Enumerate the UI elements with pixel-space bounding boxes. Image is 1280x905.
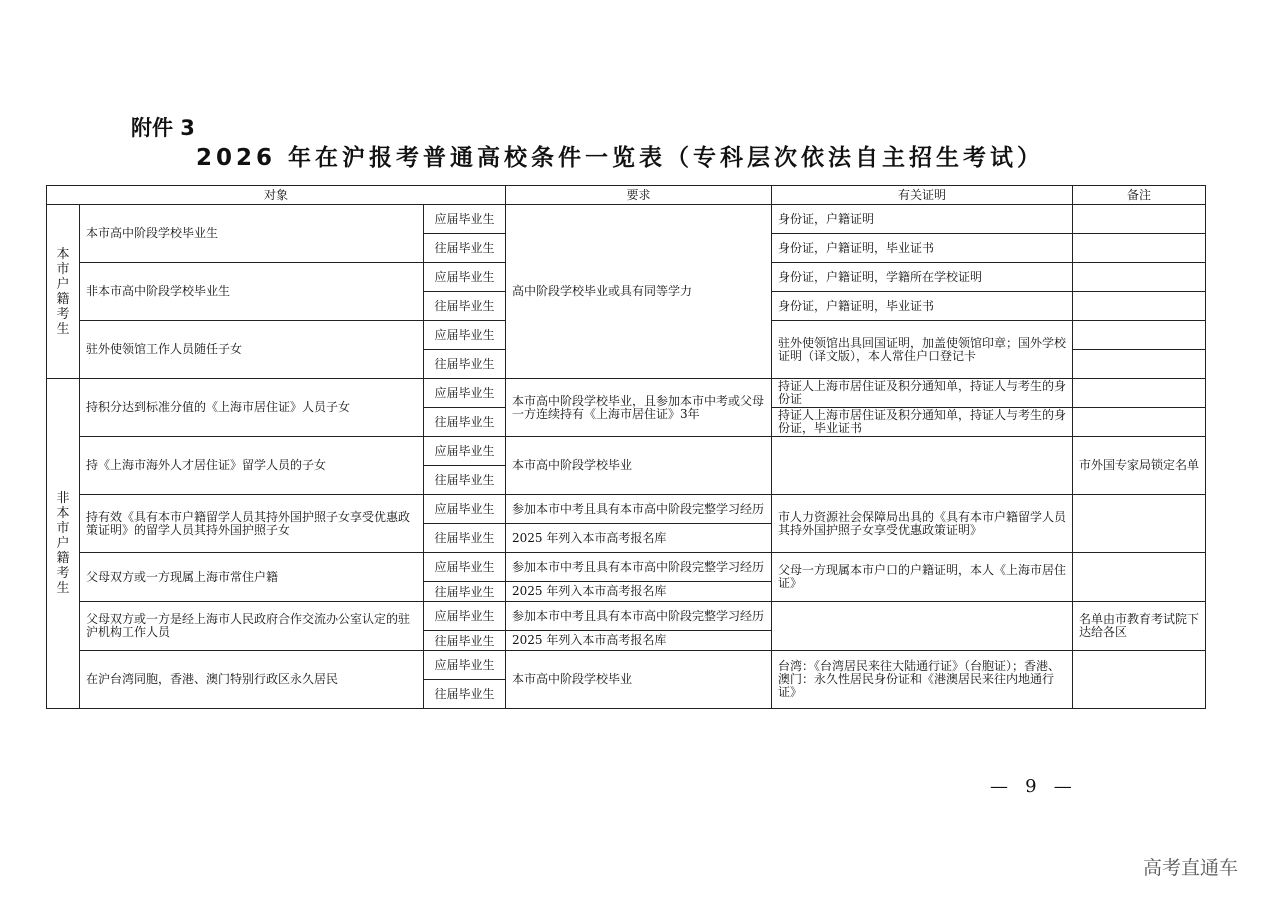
document-title: 2026 年在沪报考普通高校条件一览表（专科层次依法自主招生考试） — [195, 145, 1045, 171]
header-certificate: 有关证明 — [772, 186, 1073, 205]
certificate-cell: 驻外使领馆出具回国证明，加盖使领馆印章；国外学校证明（译文版），本人常住户口登记卡 — [772, 321, 1073, 379]
watermark: 高考直通车 — [1143, 857, 1239, 879]
status-cell: 应届毕业生 — [424, 602, 506, 631]
status-cell: 应届毕业生 — [424, 379, 506, 408]
remark-cell — [1073, 205, 1206, 234]
certificate-cell: 身份证，户籍证明，毕业证书 — [772, 292, 1073, 321]
header-object: 对象 — [47, 186, 506, 205]
object-cell: 持有效《具有本市户籍留学人员其持外国护照子女享受优惠政策证明》的留学人员其持外国护照子女 — [80, 495, 424, 553]
requirement-cell: 高中阶段学校毕业或具有同等学力 — [506, 205, 772, 379]
certificate-cell: 台湾：《台湾居民来往大陆通行证》（台胞证）；香港、澳门：永久性居民身份证和《港澳居民来往内地通行证》 — [772, 651, 1073, 709]
table-row — [47, 379, 1206, 408]
header-requirement: 要求 — [506, 186, 772, 205]
status-cell: 应届毕业生 — [424, 263, 506, 292]
remark-cell — [1073, 651, 1206, 709]
table-row — [47, 602, 1206, 631]
object-cell: 驻外使领馆工作人员随任子女 — [80, 321, 424, 379]
status-cell: 应届毕业生 — [424, 651, 506, 680]
object-cell: 父母双方或一方是经上海市人民政府合作交流办公室认定的驻沪机构工作人员 — [80, 602, 424, 651]
remark-cell — [1073, 350, 1206, 379]
certificate-cell: 身份证，户籍证明，毕业证书 — [772, 234, 1073, 263]
remark-cell — [1073, 321, 1206, 350]
table-row — [47, 553, 1206, 582]
table-row — [47, 495, 1206, 524]
status-cell: 往届毕业生 — [424, 292, 506, 321]
requirement-cell: 参加本市中考且具有本市高中阶段完整学习经历 — [506, 553, 772, 582]
object-cell: 父母双方或一方现属上海市常住户籍 — [80, 553, 424, 602]
certificate-cell: 市人力资源社会保障局出具的《具有本市户籍留学人员其持外国护照子女享受优惠政策证明》 — [772, 495, 1073, 553]
status-cell: 往届毕业生 — [424, 582, 506, 602]
remark-cell: 市外国专家局锁定名单 — [1073, 437, 1206, 495]
header-remark: 备注 — [1073, 186, 1206, 205]
certificate-cell: 持证人上海市居住证及积分通知单，持证人与考生的身份证，毕业证书 — [772, 408, 1073, 437]
requirement-cell: 本市高中阶段学校毕业 — [506, 651, 772, 709]
status-cell: 应届毕业生 — [424, 553, 506, 582]
remark-cell — [1073, 379, 1206, 408]
status-cell: 往届毕业生 — [424, 234, 506, 263]
remark-cell: 名单由市教育考试院下达给各区 — [1073, 602, 1206, 651]
certificate-cell — [772, 602, 1073, 651]
requirement-cell: 本市高中阶段学校毕业，且参加本市中考或父母一方连续持有《上海市居住证》3年 — [506, 379, 772, 437]
conditions-table — [46, 185, 1206, 709]
page-number: — 9 — — [990, 776, 1072, 797]
status-cell: 应届毕业生 — [424, 321, 506, 350]
object-cell: 非本市高中阶段学校毕业生 — [80, 263, 424, 321]
remark-cell — [1073, 408, 1206, 437]
requirement-cell: 2025 年列入本市高考报名库 — [506, 582, 772, 602]
group-label-nonlocal: 非本市户籍考生 — [47, 379, 80, 709]
status-cell: 往届毕业生 — [424, 408, 506, 437]
table-row — [47, 437, 1206, 466]
requirement-cell: 2025 年列入本市高考报名库 — [506, 631, 772, 651]
remark-cell — [1073, 263, 1206, 292]
remark-cell — [1073, 495, 1206, 553]
status-cell: 往届毕业生 — [424, 680, 506, 709]
certificate-cell: 身份证，户籍证明，学籍所在学校证明 — [772, 263, 1073, 292]
attachment-label: 附件 3 — [131, 116, 195, 140]
status-cell: 应届毕业生 — [424, 437, 506, 466]
remark-cell — [1073, 553, 1206, 602]
certificate-cell: 持证人上海市居住证及积分通知单，持证人与考生的身份证 — [772, 379, 1073, 408]
object-cell: 持《上海市海外人才居住证》留学人员的子女 — [80, 437, 424, 495]
remark-cell — [1073, 234, 1206, 263]
table-row — [47, 651, 1206, 680]
object-cell: 本市高中阶段学校毕业生 — [80, 205, 424, 263]
requirement-cell: 参加本市中考且具有本市高中阶段完整学习经历 — [506, 602, 772, 631]
status-cell: 往届毕业生 — [424, 631, 506, 651]
requirement-cell: 2025 年列入本市高考报名库 — [506, 524, 772, 553]
remark-cell — [1073, 292, 1206, 321]
object-cell: 在沪台湾同胞，香港、澳门特别行政区永久居民 — [80, 651, 424, 709]
requirement-cell: 参加本市中考且具有本市高中阶段完整学习经历 — [506, 495, 772, 524]
group-label-local: 本市户籍考生 — [47, 205, 80, 379]
status-cell: 应届毕业生 — [424, 205, 506, 234]
requirement-cell: 本市高中阶段学校毕业 — [506, 437, 772, 495]
status-cell: 往届毕业生 — [424, 350, 506, 379]
status-cell: 往届毕业生 — [424, 466, 506, 495]
object-cell: 持积分达到标准分值的《上海市居住证》人员子女 — [80, 379, 424, 437]
certificate-cell: 身份证，户籍证明 — [772, 205, 1073, 234]
certificate-cell — [772, 437, 1073, 495]
status-cell: 应届毕业生 — [424, 495, 506, 524]
table-row — [47, 205, 1206, 234]
certificate-cell: 父母一方现属本市户口的户籍证明，本人《上海市居住证》 — [772, 553, 1073, 602]
status-cell: 往届毕业生 — [424, 524, 506, 553]
